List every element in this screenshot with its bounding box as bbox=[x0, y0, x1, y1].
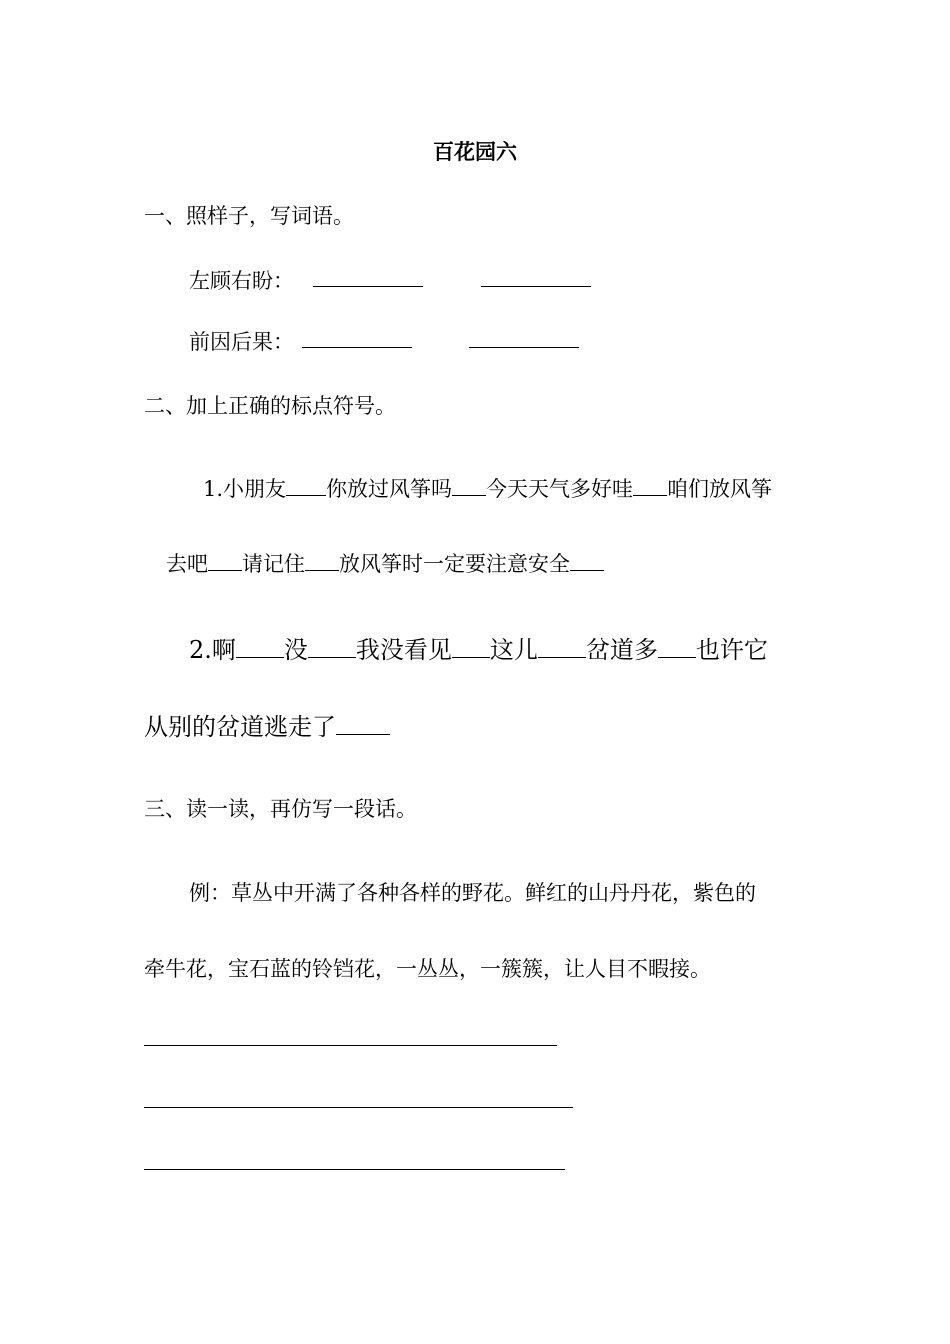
q1-part: 去吧 bbox=[166, 552, 208, 576]
punct-blank[interactable] bbox=[208, 569, 242, 571]
page-title: 百花园六 bbox=[433, 139, 517, 164]
q1-part: 1.小朋友 bbox=[203, 477, 287, 501]
q1-part: 放风筝时一定要注意安全 bbox=[339, 552, 570, 576]
punct-blank[interactable] bbox=[538, 656, 586, 658]
punct-blank[interactable] bbox=[305, 569, 339, 571]
punct-blank[interactable] bbox=[452, 656, 490, 658]
punct-blank[interactable] bbox=[452, 494, 486, 496]
q1-line2 bbox=[166, 548, 604, 578]
q1-part: 今天天气多好哇 bbox=[486, 477, 634, 501]
example1-label: 左顾右盼： bbox=[189, 269, 294, 293]
answer-blank-2a[interactable] bbox=[302, 347, 412, 348]
writing-line-3[interactable] bbox=[144, 1169, 565, 1170]
punct-blank[interactable] bbox=[286, 494, 326, 496]
q1-part: 你放过风筝吗 bbox=[326, 477, 453, 501]
q2-part: 这儿 bbox=[489, 636, 538, 664]
answer-blank-2b[interactable] bbox=[469, 347, 579, 348]
q2-line2 bbox=[144, 707, 390, 742]
q2-part: 也许它 bbox=[695, 636, 768, 664]
punct-blank[interactable] bbox=[336, 733, 390, 735]
section2-heading: 二、加上正确的标点符号。 bbox=[144, 394, 396, 418]
q2-part: 岔道多 bbox=[585, 636, 658, 664]
answer-blank-1b[interactable] bbox=[481, 286, 591, 287]
q2-part: 从别的岔道逃走了 bbox=[144, 713, 336, 741]
q1-part: 咱们放风筝 bbox=[667, 477, 773, 501]
punct-blank[interactable] bbox=[236, 656, 284, 658]
example2-label: 前因后果： bbox=[189, 330, 294, 354]
answer-blank-1a[interactable] bbox=[313, 286, 423, 287]
q2-part: 2.啊 bbox=[189, 636, 236, 664]
q1-line1 bbox=[203, 473, 772, 503]
q2-part: 没 bbox=[283, 636, 308, 664]
q2-part: 我没看见 bbox=[355, 636, 452, 664]
section1-heading: 一、照样子，写词语。 bbox=[144, 204, 354, 228]
punct-blank[interactable] bbox=[308, 656, 356, 658]
writing-line-1[interactable] bbox=[144, 1045, 557, 1046]
section3-heading: 三、读一读，再仿写一段话。 bbox=[144, 797, 417, 821]
punct-blank[interactable] bbox=[658, 656, 696, 658]
punct-blank[interactable] bbox=[570, 569, 604, 571]
q1-part: 请记住 bbox=[242, 552, 305, 576]
writing-line-2[interactable] bbox=[144, 1107, 573, 1108]
example-text-line1: 例：草丛中开满了各种各样的野花。鲜红的山丹丹花，紫色的 bbox=[189, 881, 756, 905]
example-text-line2: 牵牛花，宝石蓝的铃铛花，一丛丛，一簇簇，让人目不暇接。 bbox=[144, 957, 711, 981]
q2-line1 bbox=[189, 630, 768, 665]
punct-blank[interactable] bbox=[633, 494, 667, 496]
